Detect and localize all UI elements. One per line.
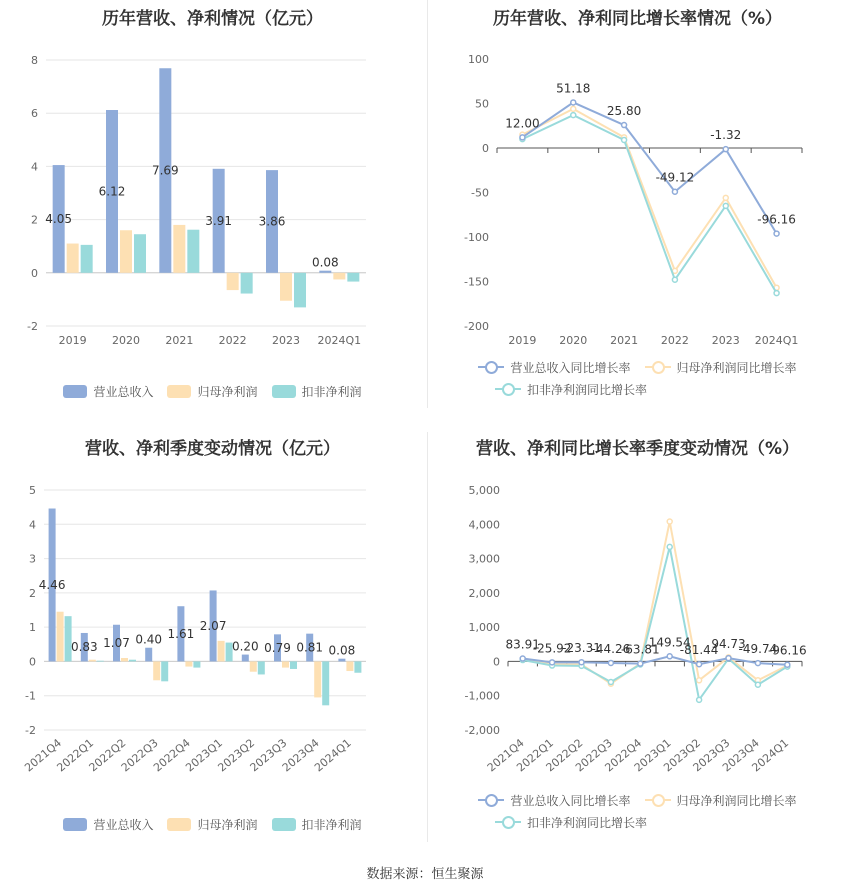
bar [242,655,249,662]
data-point [755,682,760,687]
data-label: 0.79 [264,640,291,655]
x-tick-label: 2022Q3 [118,736,161,775]
data-point [723,147,728,152]
data-label: 25.80 [606,104,642,119]
legend-label: 扣非净利润 [301,384,362,399]
data-label: 0.81 [296,640,324,655]
legend-item-deducted-profit[interactable] [272,383,362,400]
data-label: 4.05 [45,211,73,226]
x-tick-label: 2022Q2 [86,736,129,775]
data-point [672,189,677,194]
legend-item-net-profit[interactable] [167,816,257,833]
legend-item-net-profit[interactable] [167,383,257,400]
data-point [622,123,627,128]
bar [218,641,225,662]
y-tick-label: 1,000 [468,621,500,635]
data-label: 51.18 [556,81,591,96]
bar [346,661,353,671]
data-point [520,135,525,140]
quarterly-bar-chart [0,430,425,860]
chart-legend [0,813,425,835]
x-tick-label: 2021Q4 [484,736,527,775]
x-tick-label: 2024Q1 [754,334,799,347]
data-point [571,113,576,118]
data-label: 94.73 [711,637,746,652]
y-tick-label: 2 [31,213,38,227]
data-point [638,661,643,666]
y-tick-label: 5 [29,484,36,497]
y-tick-label: 4 [29,518,36,532]
legend-item-revenue[interactable] [63,383,153,400]
y-tick-label: -1 [25,689,36,703]
bar [120,230,132,273]
y-tick-label: -1,000 [464,689,500,703]
bar [65,616,72,661]
legend-item-revenue-growth[interactable] [478,792,630,809]
x-tick-label: 2022Q4 [602,736,645,775]
y-tick-label: -2 [25,724,36,737]
x-tick-label: 2019 [508,334,537,347]
legend-label: 营业总收入同比增长率 [510,360,631,375]
data-point [755,661,760,666]
y-tick-label: -2 [27,320,38,333]
quarterly-revenue-profit-panel [0,430,425,860]
bar [338,659,345,662]
y-tick-label: 2 [29,586,36,600]
data-label: 149.54 [648,635,691,650]
y-tick-label: 3,000 [468,552,500,566]
data-label: 12.00 [505,116,540,131]
bar [97,661,104,662]
y-tick-label: -50 [471,186,489,200]
data-point [667,544,672,549]
data-source-note: 数据来源：恒生聚源 [366,867,484,882]
x-tick-label: 2024Q1 [312,736,354,775]
bar [161,661,168,681]
data-point [571,106,576,111]
data-point [697,678,702,683]
bar [227,273,239,290]
data-label: 1.61 [167,626,195,641]
legend-swatch [167,818,191,831]
series-line [523,547,788,700]
bar [250,661,257,671]
data-point [608,660,613,665]
legend-swatch [478,793,504,807]
data-point [774,291,779,296]
data-label: -49.74 [738,642,778,657]
bar [193,661,200,667]
chart-legend [425,789,850,833]
bar [322,661,329,705]
panel-divider [427,0,428,408]
bar [354,661,361,672]
y-tick-label: 100 [468,53,489,66]
bar [241,273,253,294]
data-point [697,662,702,667]
legend-label: 营业总收入 [93,817,154,832]
x-tick-label: 2023 [272,334,300,347]
x-tick-label: 2022 [660,334,689,347]
legend-label: 扣非净利润同比增长率 [527,815,648,830]
bar [258,661,265,674]
data-point [579,660,584,665]
data-label: 83.91 [505,637,540,652]
x-tick-label: 2024Q1 [749,736,792,775]
bar [67,244,79,273]
data-point [697,697,702,702]
legend-swatch [272,385,296,398]
y-tick-label: 0 [31,266,38,280]
y-tick-label: 1 [29,621,36,635]
x-tick-label: 2020 [112,334,140,347]
data-point [774,231,779,236]
data-label: -96.16 [757,212,796,227]
annual-bar-chart [0,0,425,430]
data-point [608,680,613,685]
y-tick-label: 2,000 [468,586,500,600]
x-tick-label: 2021 [165,334,194,347]
data-point [520,656,525,661]
x-tick-label: 2023Q4 [279,736,322,775]
bar [134,234,146,273]
x-tick-label: 2022Q1 [54,736,97,775]
legend-label: 归母净利润 [197,384,258,399]
bar [145,648,152,662]
data-label: 0.83 [70,640,98,655]
chart-title: 营收、净利同比增长率季度变动情况（%） [475,439,800,459]
bar [290,661,297,669]
chart-title: 历年营收、净利情况（亿元） [102,9,323,29]
y-tick-label: -2,000 [464,724,500,737]
x-tick-label: 2023Q4 [720,736,762,775]
legend-swatch [167,385,191,398]
data-label: -96.16 [767,643,807,658]
data-point [723,195,728,200]
legend-label: 归母净利润同比增长率 [676,360,797,375]
x-tick-label: 2020 [559,334,588,347]
legend-item-deducted-profit-growth[interactable] [495,381,647,398]
legend-item-net-profit-growth[interactable] [645,792,797,809]
data-label: 0.08 [328,643,356,658]
x-tick-label: 2023Q3 [690,736,733,775]
bar [319,271,331,273]
bar [333,273,345,280]
annual-growth-rate-panel [425,0,850,430]
legend-swatch [272,818,296,831]
data-label: 0.08 [311,255,339,270]
bar [57,612,64,662]
legend-item-deducted-profit[interactable] [272,816,362,833]
data-label: 6.12 [98,184,126,199]
annual-revenue-profit-panel [0,0,425,430]
bar [314,661,321,697]
data-label: 7.69 [151,163,179,178]
legend-label: 归母净利润同比增长率 [676,793,797,808]
x-tick-label: 2019 [58,334,87,347]
legend-swatch [645,793,671,807]
y-tick-label: 0 [493,655,500,669]
x-tick-label: 2023Q1 [183,736,226,775]
legend-item-revenue-growth[interactable] [478,359,630,376]
y-tick-label: 50 [475,97,489,111]
x-tick-label: 2023Q2 [215,736,258,775]
data-point [723,203,728,208]
legend-item-revenue[interactable] [63,816,153,833]
data-label: -63.81 [620,642,660,657]
data-point [667,654,672,659]
x-tick-label: 2023Q2 [661,736,704,775]
x-tick-label: 2023Q1 [631,736,674,775]
legend-item-net-profit-growth[interactable] [645,359,797,376]
panel-divider [427,432,428,842]
y-tick-label: -100 [464,231,489,244]
bar [187,230,199,273]
bar [153,661,160,680]
data-label: 3.86 [258,214,286,229]
legend-label: 扣非净利润 [301,817,362,832]
chart-legend [425,356,850,400]
y-tick-label: 5,000 [468,484,500,497]
x-tick-label: 2022Q2 [543,736,586,775]
y-tick-label: 8 [31,54,38,67]
x-tick-label: 2022Q3 [573,736,615,775]
legend-swatch [645,360,671,374]
x-tick-label: 2022Q1 [514,736,557,775]
bar [89,660,96,662]
legend-swatch [63,818,87,831]
data-point [550,660,555,665]
data-label: 0.40 [135,632,163,647]
data-label: -25.92 [532,641,572,656]
data-label: 4.46 [38,577,66,592]
x-tick-label: 2023 [711,334,740,347]
data-label: 1.07 [103,636,130,651]
data-label: -1.32 [710,128,742,143]
x-tick-label: 2021Q4 [22,736,65,775]
bar [121,658,128,661]
y-tick-label: 4,000 [468,518,500,532]
data-label: -44.26 [591,641,631,656]
chart-legend [0,380,425,402]
chart-title: 营收、净利季度变动情况（亿元） [85,439,340,459]
x-tick-label: 2021 [610,334,639,347]
legend-swatch [495,815,521,829]
legend-label: 归母净利润 [197,817,258,832]
legend-label: 扣非净利润同比增长率 [527,382,648,397]
quarterly-growth-rate-panel [425,430,850,860]
bar [280,273,292,301]
data-label: -49.12 [655,170,695,185]
legend-swatch [495,382,521,396]
legend-swatch [63,385,87,398]
bar [294,273,306,308]
data-label: -23.31 [562,641,601,656]
x-tick-label: 2023Q3 [247,736,290,775]
bar [129,660,136,662]
x-tick-label: 2022Q4 [151,736,193,775]
legend-swatch [478,360,504,374]
bar [347,273,359,282]
bar [185,661,192,666]
bar [173,225,185,273]
data-label: 0.20 [231,639,259,654]
data-label: 3.91 [205,213,233,228]
legend-label: 营业总收入 [93,384,154,399]
data-point [726,656,731,661]
y-tick-label: 3 [29,552,36,566]
y-tick-label: 0 [482,142,489,155]
bar [81,245,93,273]
y-tick-label: 0 [29,655,36,669]
data-label: -81.44 [679,643,719,658]
x-tick-label: 2024Q1 [317,334,362,347]
x-tick-label: 2022 [218,334,247,347]
y-tick-label: -200 [464,320,489,333]
legend-item-deducted-profit-growth[interactable] [495,814,647,831]
data-point [571,100,576,105]
chart-title: 历年营收、净利同比增长率情况（%） [492,9,783,29]
y-tick-label: 4 [31,160,38,174]
bar [282,661,289,667]
data-label: 2.07 [199,618,227,633]
data-point [785,662,790,667]
legend-label: 营业总收入同比增长率 [510,793,631,808]
data-point [622,137,627,142]
data-point [672,277,677,282]
y-tick-label: 6 [31,107,38,121]
y-tick-label: -150 [464,275,489,289]
data-point [667,519,672,524]
